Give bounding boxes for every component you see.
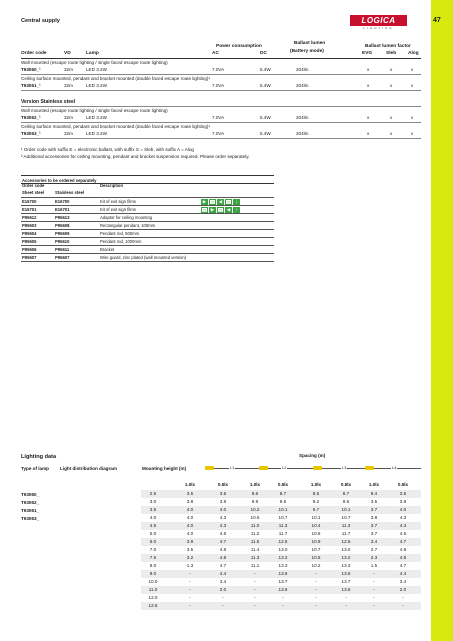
row-lamp: LED 3.2W [86,83,107,88]
spacing-value: - [189,595,191,600]
spacing-value: 4.3 [219,515,227,520]
spacing-value: - [373,571,375,576]
spacing-value: 11.3 [341,523,351,528]
spacing-value: 9.7 [312,507,320,512]
acc-col-description: Description [100,183,124,188]
row-battery: 204lm [296,67,309,72]
lamp-type: T93061_ [21,508,40,513]
illuminance-column-header: 0.5lx [217,482,229,487]
lamp-type: T93062_ [21,500,40,505]
mounting-height-value: 4.5 [149,523,157,528]
spacing-value: 3.7 [370,507,378,512]
accessory-row [21,214,274,222]
spacing-value: - [254,603,256,608]
accessory-row [21,254,274,262]
spacing-value: 10.7 [311,547,321,552]
row-sleb: x [390,115,393,120]
row-dc: 5.4W [260,67,271,72]
spacing-value: 13.6 [341,571,351,576]
mounting-height-value: 7.5 [149,555,157,560]
acc-col-stainless-steel: Stainless steel [55,190,85,195]
spacing-value: 10.1 [311,515,321,520]
col-order-code: Order code [21,51,47,56]
spacing-value: - [402,595,404,600]
spacing-value: 10.6 [311,531,321,536]
spacing-value: 11.5 [250,539,260,544]
spacing-value: 8.6 [251,491,259,496]
acc-sheet-code: P95606 [22,247,37,252]
acc-sheet-code: E16701 [22,207,37,212]
row-divider [21,138,421,139]
spacing-value: - [282,603,284,608]
mounting-height-value: 5.0 [149,531,157,536]
spacing-value: 10.9 [311,539,321,544]
row-ac: 7.0VA [212,115,225,120]
row-code: T93062_¹ [21,115,41,120]
header-divider [21,58,421,59]
spacing-value: 4.3 [399,515,407,520]
spacing-value: 10.5 [311,555,321,560]
spacing-value: 11.4 [250,547,260,552]
acc-description: Kit of exit sign films [100,207,136,212]
spacing-value: 3.5 [370,499,378,504]
row-code: T93060_¹ [21,67,41,72]
spacing-value: 13.7 [278,579,288,584]
acc-description: Bracket [100,247,115,252]
spacing-value: 4.0 [399,507,407,512]
spacing-value: 4.3 [219,523,227,528]
spacing-value: 4.7 [219,563,227,568]
spacing-value: 13.3 [341,563,351,568]
spacing-value: 4.7 [219,539,227,544]
page-number: 47 [433,17,441,24]
accessory-row [21,246,274,254]
logo-tagline: LIGHTING [363,26,394,30]
spacing-value: 9.5 [279,499,287,504]
illuminance-column-header: 1.0lx [249,482,261,487]
spacing-diagram [205,465,421,471]
spacing-value: 10.7 [341,515,351,520]
spacing-value: 2.0 [399,587,407,592]
spacing-value: 10.4 [311,523,321,528]
wall-mounted-desc: Wall mounted (escape route lighting / single faced escape route lighting) [21,60,168,65]
row-divider [21,106,421,107]
acc-description: Kit of exit sign films [100,199,136,204]
spacing-value: 11.2 [250,531,260,536]
spacing-value: 3.7 [370,523,378,528]
spacing-value: - [345,603,347,608]
acc-col-sheet-steel: Sheet steel [22,190,45,195]
accessories-header-row [21,184,274,198]
spacing-value: 1.5 [370,563,378,568]
spacing-label-l2: L2 [282,465,287,470]
col-alog: Alog [408,51,419,56]
mounting-height-value: 4.0 [149,515,157,520]
spacing-value: 11.0 [250,523,260,528]
mounting-height-value: 10.0 [148,579,158,584]
spacing-value: - [222,603,224,608]
mounting-height-value: 2.5 [149,491,157,496]
spacing-value: 12.5 [341,539,351,544]
spacing-value: 3.4 [370,539,378,544]
acc-stainless-code: P95607 [55,255,70,260]
spacing-value: - [189,603,191,608]
acc-sheet-code: P95605 [22,239,37,244]
spacing-value: 10.2 [311,563,321,568]
spacing-value: 8.7 [342,491,350,496]
spacing-value: - [402,603,404,608]
accessories-title: Accessories to be ordered separately [22,178,97,183]
spacing-value: 1.3 [186,563,194,568]
spacing-value: 2.0 [219,587,227,592]
spacing-value: 4.0 [219,507,227,512]
spacing-value: - [315,579,317,584]
ceiling-mounted-desc: Ceiling surface mounted, pendant and bracket mounted (double faced escape route lighting)¹ [21,124,210,129]
lamp-type: T93060_ [21,492,40,497]
spacing-value: 13.7 [341,579,351,584]
stainless-version-title: Version Stainless steel [21,99,76,105]
spacing-value: 3.5 [186,491,194,496]
mounting-height-value: 3.0 [149,499,157,504]
spacing-value: 10.6 [250,515,260,520]
spacing-value: 9.4 [370,491,378,496]
spacing-value: 11.7 [278,531,288,536]
spacing-value: 13.2 [278,555,288,560]
logica-logo [350,15,407,31]
row-ac: 7.0VA [212,131,225,136]
spacing-value: 4.8 [399,547,407,552]
row-divider [21,74,421,75]
row-alog: x [411,115,414,120]
acc-description: Pendant rod, 1000mm [100,239,142,244]
illuminance-column-header: 1.0lx [310,482,322,487]
row-battery: 204lm [296,115,309,120]
spacing-value: 4.0 [186,523,194,528]
acc-sheet-code: P95603 [22,223,37,228]
row-battery: 204lm [296,131,309,136]
spacing-value: 4.7 [399,539,407,544]
mounting-height-value: 11.0 [148,587,158,592]
lamp-type: T93063_ [21,516,40,521]
spacing-value: 4.8 [219,555,227,560]
spacing-value: - [189,571,191,576]
acc-description: Adaptor for ceiling mounting [100,215,153,220]
ballast-lumen-factor-header: Ballast lumen factor [365,44,411,49]
row-vd: 32m [64,83,73,88]
page-sidebar-band [431,0,453,641]
spacing-value: 3.5 [399,491,407,496]
spacing-value: 3.7 [370,531,378,536]
row-evg: x [367,83,370,88]
spacing-header: Spacing (m) [299,453,326,458]
spacing-value: 13.6 [278,587,288,592]
power-consumption-header: Power consumption [216,44,262,49]
spacing-value: 12.5 [278,539,288,544]
spacing-value: 3.9 [219,499,227,504]
row-evg: x [367,67,370,72]
row-battery: 204lm [296,83,309,88]
row-sleb: x [390,67,393,72]
spacing-value: 13.2 [341,555,351,560]
spacing-value: 2.3 [370,555,378,560]
wall-mounted-desc: Wall mounted (escape route lighting / single faced escape route lighting) [21,108,168,113]
exit-sign-films-icon: ▶ □ ◀ □ ↓ [201,199,240,205]
illuminance-column-header: 0.5lx [277,482,289,487]
row-vd: 32m [64,131,73,136]
accessory-row [21,198,274,206]
acc-stainless-code: P95610 [55,239,70,244]
row-lamp: LED 3.2W [86,115,107,120]
col-vd: VD [64,51,71,56]
accessories-table [21,175,274,262]
row-code: T93061_¹ [21,83,41,88]
spacing-value: 4.8 [399,555,407,560]
acc-stainless-code: P95608 [55,223,70,228]
spacing-value: 10.1 [341,507,351,512]
spacing-value: 3.2 [186,555,194,560]
spacing-value: 3.8 [186,499,194,504]
row-code: T93063_¹ [21,131,41,136]
spacing-value: 4.0 [186,515,194,520]
row-alog: x [411,131,414,136]
illuminance-column-header: 1.0lx [368,482,380,487]
acc-stainless-code: E16701 [55,207,70,212]
mounting-height-value: 6.0 [149,539,157,544]
spacing-value: 3.8 [370,515,378,520]
spacing-value: - [373,603,375,608]
row-evg: x [367,131,370,136]
lamp-icon [365,466,374,470]
accessories-title-row [21,175,274,184]
spacing-value: 11.7 [341,531,351,536]
spacing-value: 4.5 [399,531,407,536]
row-dc: 5.4W [260,131,271,136]
accessory-row [21,222,274,230]
row-sleb: x [390,131,393,136]
row-ac: 7.0VA [212,83,225,88]
row-alog: x [411,83,414,88]
illuminance-column-header: 0.5lx [340,482,352,487]
row-alog: x [411,67,414,72]
mounting-height-header: Mounting height (m) [142,466,187,471]
mounting-height-value: 8.0 [149,563,157,568]
col-battery-mode: (Battery mode) [290,49,324,54]
spacing-value: 13.6 [341,587,351,592]
acc-description: Pendant rod, 500mm [100,231,140,236]
illuminance-column-header: 0.5lx [397,482,409,487]
row-lamp: LED 3.2W [86,67,107,72]
spacing-value: - [282,595,284,600]
spacing-value: - [345,595,347,600]
logo-wordmark: LOGICA [350,15,407,26]
spacing-value: 4.0 [186,507,194,512]
acc-stainless-code: P95611 [55,247,70,252]
spacing-value: - [315,603,317,608]
spacing-value: 4.0 [186,531,194,536]
spacing-value: 4.8 [219,547,227,552]
col-dc: DC [260,51,267,56]
acc-stainless-code: E16700 [55,199,70,204]
acc-sheet-code: E16700 [22,199,37,204]
spacing-value: - [189,587,191,592]
accessory-row [21,206,274,214]
spacing-label-l1: L1 [230,465,235,470]
col-lamp: Lamp [86,51,99,56]
spacing-value: - [315,587,317,592]
acc-stainless-code: P95609 [55,231,70,236]
mounting-height-value: 12.5 [148,603,158,608]
acc-col-order-code: Order code [22,183,45,188]
spacing-value: 4.7 [399,563,407,568]
spacing-value: - [254,571,256,576]
row-dc: 5.4W [260,83,271,88]
row-divider [21,90,421,91]
spacing-value: - [373,587,375,592]
acc-sheet-code: P95607 [22,255,37,260]
col-evg: EVG [362,51,373,56]
spacing-label-l4: L4 [392,465,397,470]
light-distribution-header: Light distribution diagram [60,466,117,471]
spacing-value: 4.4 [219,571,227,576]
row-dc: 5.4W [260,115,271,120]
type-of-lamp-header: Type of lamp [21,466,49,471]
spacing-value: - [222,595,224,600]
spacing-value: 4.5 [219,531,227,536]
lamp-icon [313,466,322,470]
spacing-label-l3: L3 [342,465,347,470]
spacing-value: 9.2 [312,499,320,504]
spacing-value: - [254,579,256,584]
lamp-icon [259,466,268,470]
acc-description: Wire guard, zinc plated (wall mounted version) [100,255,187,260]
accessory-row [21,230,274,238]
spacing-value: - [373,579,375,584]
section-title: Central supply [21,18,60,24]
spacing-value: - [315,571,317,576]
spacing-value: 11.1 [250,563,260,568]
spacing-value: 2.7 [370,547,378,552]
mounting-height-value: 7.0 [149,547,157,552]
spacing-value: - [254,595,256,600]
spacing-value: 3.5 [186,547,194,552]
acc-stainless-code: P95613 [55,215,70,220]
spacing-value: 8.7 [279,491,287,496]
row-sleb: x [390,83,393,88]
spacing-value: 11.3 [278,523,288,528]
spacing-value: 9.5 [342,499,350,504]
spacing-value: 8.5 [312,491,320,496]
spacing-value: 3.5 [219,491,227,496]
spacing-value: 11.3 [250,555,260,560]
acc-sheet-code: P95604 [22,231,37,236]
row-evg: x [367,115,370,120]
ceiling-mounted-desc: Ceiling surface mounted, pendant and bracket mounted (double faced escape route lighting)¹ [21,76,210,81]
spacing-value: - [373,595,375,600]
spacing-value: 10.1 [278,507,288,512]
col-sleb: Sleb [386,51,397,56]
illuminance-column-header: 1.0lx [184,482,196,487]
spacing-value: 13.0 [341,547,351,552]
exit-sign-films-icon: □ ▶ □ ◀ ↑ [201,207,240,213]
ballast-lumen-header: Ballast lumen [294,41,326,46]
spacing-value: 4.4 [399,571,407,576]
accessory-row [21,238,274,246]
spacing-value: 10.7 [278,515,288,520]
footnote-suffix: ¹ Order code with suffix E = electronic ballast, with suffix S = Sleb, with suffix A = Alog [21,147,194,152]
row-divider [21,122,421,123]
lighting-data-title: Lighting data [21,454,57,460]
row-vd: 32m [64,67,73,72]
spacing-value: 9.9 [251,499,259,504]
spacing-value: 3.9 [399,499,407,504]
acc-sheet-code: P95612 [22,215,37,220]
mounting-height-value: 12.0 [148,595,158,600]
col-ac: AC [212,51,219,56]
acc-description: Rectangular pendant, 100mm [100,223,156,228]
spacing-value: 10.2 [250,507,260,512]
spacing-value: 13.3 [278,563,288,568]
spacing-value: 13.0 [278,547,288,552]
row-lamp: LED 3.2W [86,131,107,136]
mounting-height-value: 3.5 [149,507,157,512]
spacing-value: 3.9 [186,539,194,544]
spacing-value: 4.3 [399,523,407,528]
footnote-accessories: ² Additional accessories for ceiling mounting, pendant and bracket suspension required. Please order separately. [21,154,250,159]
spacing-value: - [315,595,317,600]
lamp-icon [205,466,214,470]
spacing-value: 13.6 [278,571,288,576]
spacing-value: - [189,579,191,584]
row-vd: 32m [64,115,73,120]
spacing-value: 3.4 [219,579,227,584]
spacing-value: - [254,587,256,592]
mounting-height-value: 9.0 [149,571,157,576]
row-ac: 7.0VA [212,67,225,72]
spacing-value: 3.4 [399,579,407,584]
